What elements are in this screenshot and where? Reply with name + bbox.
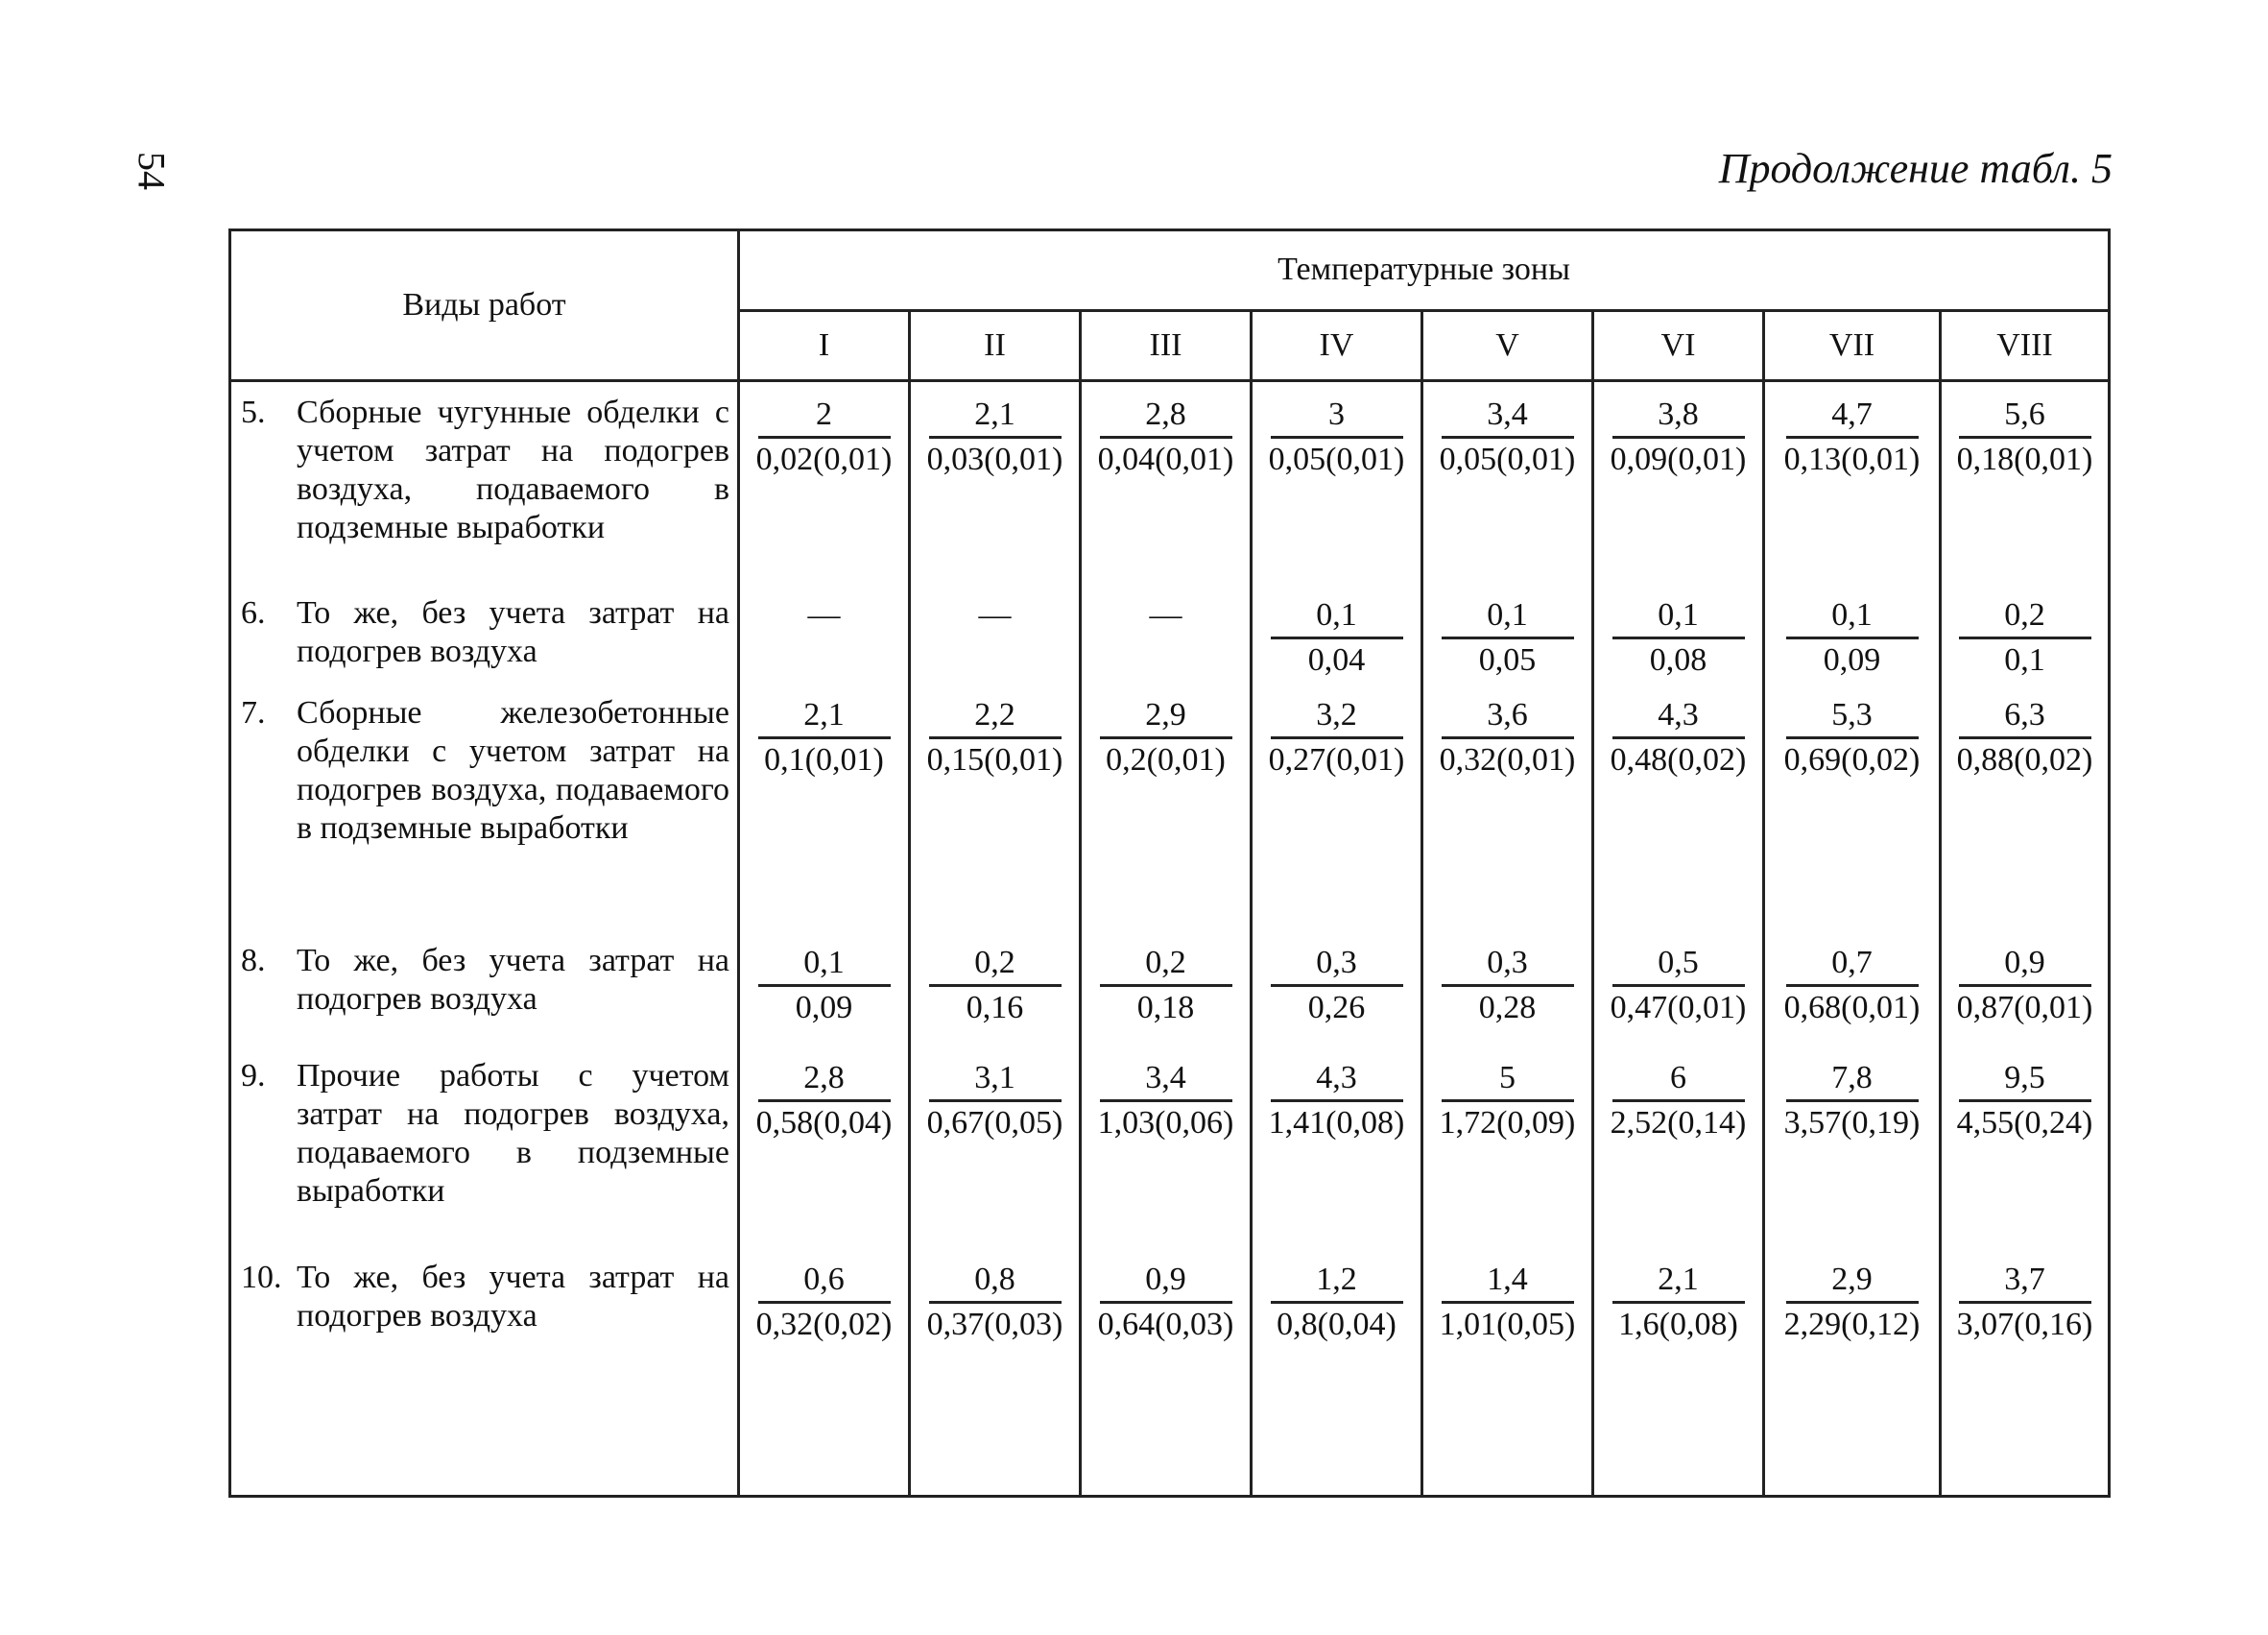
fraction-denominator: 0,32(0,02)	[755, 1306, 893, 1342]
fraction-numerator: 0,1	[1612, 594, 1745, 639]
work-type-cell	[230, 381, 739, 583]
empty-dash: —	[1149, 596, 1182, 633]
fraction-denominator: 1,6(0,08)	[1618, 1306, 1738, 1342]
table-row	[230, 1046, 2110, 1247]
fraction-denominator: 0,03(0,01)	[926, 442, 1063, 477]
fraction-numerator: 3,6	[1442, 694, 1574, 739]
fraction-numerator: 0,6	[758, 1259, 891, 1304]
fraction	[1094, 394, 1238, 481]
fraction-denominator: 0,15(0,01)	[926, 741, 1063, 778]
value-cell	[1252, 1247, 1422, 1346]
value-cell	[1764, 683, 1941, 930]
fraction-denominator: 0,28	[1478, 989, 1537, 1025]
fraction-numerator: 0,5	[1612, 942, 1745, 987]
value-cell	[1252, 930, 1422, 1046]
fraction	[1100, 942, 1232, 1029]
fraction	[1953, 942, 2097, 1029]
fraction	[1612, 594, 1745, 682]
fraction-denominator: 0,04	[1307, 641, 1366, 678]
value-cell	[1593, 1247, 1764, 1346]
value-cell	[1941, 930, 2110, 1046]
fraction-denominator: 0,09	[795, 989, 853, 1025]
value-cell	[739, 683, 910, 930]
fraction	[1959, 594, 2091, 682]
row-number: 8.	[241, 942, 266, 978]
data-table	[228, 228, 2111, 1498]
value-cell	[1593, 1046, 1764, 1247]
value-cell	[1252, 583, 1422, 683]
value-cell	[910, 381, 1081, 583]
row-number: 5.	[241, 395, 266, 430]
table-caption: Продолжение табл. 5	[1718, 145, 2113, 192]
work-type-cell	[230, 930, 739, 1046]
fraction	[1442, 594, 1574, 682]
filler-row	[230, 1346, 2110, 1497]
row-number: 9.	[241, 1057, 266, 1094]
value-cell	[739, 930, 910, 1046]
table-row	[230, 683, 2110, 930]
fraction-numerator: 2,8	[758, 1057, 891, 1102]
fraction-numerator: 3,2	[1271, 694, 1403, 739]
fraction	[1436, 694, 1580, 781]
fraction-denominator: 0,1	[2004, 641, 2045, 678]
fraction-denominator: 0,18(0,01)	[1956, 442, 2093, 477]
fraction	[1953, 694, 2097, 781]
work-type-header: Виды работ	[230, 230, 739, 381]
work-type-text: То же, без учета затрат на подогрев воздуха	[297, 1259, 729, 1334]
fraction-numerator: 2,1	[929, 394, 1062, 439]
fraction-denominator: 0,69(0,02)	[1783, 741, 1921, 778]
fraction-numerator: 0,3	[1442, 942, 1574, 987]
value-cell	[1422, 930, 1593, 1046]
value-cell	[739, 583, 910, 683]
fraction	[1607, 394, 1751, 481]
fraction	[1271, 1259, 1403, 1346]
empty-dash: —	[807, 596, 841, 633]
value-cell	[1764, 583, 1941, 683]
zone-header: V	[1422, 310, 1593, 380]
zone-header: VIII	[1941, 310, 2110, 380]
work-type-cell	[230, 1247, 739, 1346]
fraction-numerator: 9,5	[1959, 1057, 2091, 1102]
fraction-numerator: 5	[1442, 1057, 1574, 1102]
fraction-denominator: 0,1(0,01)	[764, 741, 884, 778]
fraction-numerator: 5,6	[1959, 394, 2091, 439]
table-row	[230, 1247, 2110, 1346]
value-cell	[1422, 1046, 1593, 1247]
page-number: 54	[130, 152, 174, 190]
fraction	[1265, 394, 1409, 481]
fraction-denominator: 0,47(0,01)	[1610, 989, 1747, 1025]
fraction-denominator: 0,09(0,01)	[1610, 442, 1747, 477]
fraction-denominator: 0,27(0,01)	[1268, 741, 1405, 778]
fraction	[1612, 1259, 1745, 1346]
fraction	[1442, 942, 1574, 1029]
fraction-denominator: 2,29(0,12)	[1783, 1306, 1921, 1342]
fraction-denominator: 0,58(0,04)	[755, 1104, 893, 1141]
fraction-numerator: 4,7	[1786, 394, 1919, 439]
fraction-numerator: 4,3	[1612, 694, 1745, 739]
work-type-text: Прочие работы с учетом затрат на подогрев воздуха, подаваемого в подземные выработки	[297, 1057, 729, 1209]
value-cell	[1081, 583, 1252, 683]
fraction-numerator: 7,8	[1786, 1057, 1919, 1102]
fraction-numerator: 0,9	[1100, 1259, 1232, 1304]
value-cell	[910, 1247, 1081, 1346]
value-cell	[1764, 930, 1941, 1046]
fraction	[1607, 694, 1751, 781]
row-number: 7.	[241, 694, 266, 731]
value-cell	[1081, 1046, 1252, 1247]
fraction-denominator: 0,18	[1136, 989, 1195, 1025]
table-row	[230, 583, 2110, 683]
fraction-numerator: 0,2	[1959, 594, 2091, 639]
value-cell	[739, 1247, 910, 1346]
fraction-numerator: 3,7	[1959, 1259, 2091, 1304]
value-cell	[910, 683, 1081, 930]
fraction-denominator: 0,05(0,01)	[1268, 442, 1405, 477]
fraction-numerator: 6	[1612, 1057, 1745, 1102]
fraction-denominator: 0,05	[1478, 641, 1537, 678]
fraction	[1780, 1259, 1924, 1346]
zones-header: Температурные зоны	[739, 230, 2110, 311]
fraction	[1265, 1057, 1409, 1144]
fraction-numerator: 1,4	[1442, 1259, 1574, 1304]
value-cell	[1764, 381, 1941, 583]
fraction-denominator: 0,37(0,03)	[926, 1306, 1063, 1342]
fraction	[1780, 694, 1924, 781]
value-cell	[1422, 583, 1593, 683]
fraction-denominator: 0,13(0,01)	[1783, 442, 1921, 477]
zone-header: III	[1081, 310, 1252, 380]
fraction-denominator: 0,04(0,01)	[1097, 442, 1234, 477]
fraction-denominator: 0,32(0,01)	[1439, 741, 1576, 778]
fraction-numerator: 0,3	[1271, 942, 1403, 987]
fraction-denominator: 0,08	[1649, 641, 1707, 678]
fraction-numerator: 0,1	[1271, 594, 1403, 639]
fraction	[1786, 594, 1919, 682]
fraction-denominator: 2,52(0,14)	[1610, 1104, 1747, 1141]
fraction-numerator: 4,3	[1271, 1057, 1403, 1102]
work-type-cell	[230, 1046, 739, 1247]
fraction-denominator: 1,01(0,05)	[1439, 1306, 1576, 1342]
fraction	[1265, 694, 1409, 781]
fraction	[1780, 394, 1924, 481]
fraction	[929, 942, 1062, 1029]
table-row	[230, 930, 2110, 1046]
zone-header: II	[910, 310, 1081, 380]
fraction-denominator: 0,2(0,01)	[1106, 741, 1226, 778]
fraction-numerator: 6,3	[1959, 694, 2091, 739]
fraction-denominator: 0,26	[1307, 989, 1366, 1025]
fraction	[752, 1057, 896, 1144]
fraction	[1953, 1259, 2097, 1346]
value-cell	[1764, 1247, 1941, 1346]
fraction-numerator: 2,9	[1786, 1259, 1919, 1304]
fraction	[1780, 942, 1924, 1029]
fraction	[923, 1259, 1067, 1346]
value-cell	[1081, 930, 1252, 1046]
fraction-denominator: 0,68(0,01)	[1783, 989, 1921, 1025]
value-cell	[1081, 381, 1252, 583]
table-row	[230, 381, 2110, 583]
fraction-numerator: 2,1	[758, 694, 891, 739]
value-cell	[1941, 381, 2110, 583]
fraction-denominator: 1,72(0,09)	[1439, 1104, 1576, 1141]
fraction-denominator: 0,02(0,01)	[755, 442, 893, 477]
fraction-numerator: 3,1	[929, 1057, 1062, 1102]
zone-header: VI	[1593, 310, 1764, 380]
fraction	[923, 1057, 1067, 1144]
fraction	[923, 694, 1067, 781]
fraction-numerator: 3	[1271, 394, 1403, 439]
value-cell	[1252, 1046, 1422, 1247]
value-cell	[1081, 683, 1252, 930]
fraction-numerator: 0,7	[1786, 942, 1919, 987]
fraction	[752, 1259, 896, 1346]
fraction-numerator: 2,8	[1100, 394, 1232, 439]
fraction	[1094, 1259, 1238, 1346]
fraction	[1607, 1057, 1751, 1144]
zone-header: VII	[1764, 310, 1941, 380]
fraction-denominator: 4,55(0,24)	[1956, 1104, 2093, 1141]
value-cell	[1081, 1247, 1252, 1346]
fraction-numerator: 3,4	[1442, 394, 1574, 439]
row-number: 10.	[241, 1259, 282, 1295]
fraction-denominator: 3,57(0,19)	[1783, 1104, 1921, 1141]
value-cell	[1941, 683, 2110, 930]
fraction	[758, 694, 891, 781]
fraction-denominator: 0,87(0,01)	[1956, 989, 2093, 1025]
value-cell	[1593, 683, 1764, 930]
work-type-text: То же, без учета затрат на подогрев воздуха	[297, 942, 729, 1017]
zone-header: I	[739, 310, 910, 380]
fraction-denominator: 1,41(0,08)	[1268, 1104, 1405, 1141]
fraction	[1436, 394, 1580, 481]
value-cell	[1422, 381, 1593, 583]
fraction-denominator: 0,67(0,05)	[926, 1104, 1063, 1141]
value-cell	[1252, 683, 1422, 930]
fraction	[1271, 942, 1403, 1029]
fraction	[1607, 942, 1751, 1029]
fraction-denominator: 0,16	[966, 989, 1024, 1025]
fraction-numerator: 0,2	[929, 942, 1062, 987]
value-cell	[739, 381, 910, 583]
fraction	[752, 394, 896, 481]
fraction-numerator: 0,8	[929, 1259, 1062, 1304]
fraction-denominator: 0,88(0,02)	[1956, 741, 2093, 778]
work-type-cell	[230, 583, 739, 683]
fraction-numerator: 2,1	[1612, 1259, 1745, 1304]
fraction-numerator: 3,8	[1612, 394, 1745, 439]
fraction-numerator: 2,9	[1100, 694, 1232, 739]
fraction	[1094, 1057, 1238, 1144]
fraction-denominator: 0,05(0,01)	[1439, 442, 1576, 477]
value-cell	[1422, 1247, 1593, 1346]
value-cell	[1593, 583, 1764, 683]
value-cell	[1764, 1046, 1941, 1247]
value-cell	[739, 1046, 910, 1247]
empty-dash: —	[978, 596, 1012, 633]
value-cell	[1252, 381, 1422, 583]
value-cell	[1941, 1046, 2110, 1247]
fraction	[1100, 694, 1232, 781]
work-type-cell	[230, 683, 739, 930]
value-cell	[910, 583, 1081, 683]
value-cell	[1941, 1247, 2110, 1346]
value-cell	[1593, 381, 1764, 583]
fraction	[1436, 1057, 1580, 1144]
fraction-denominator: 0,64(0,03)	[1097, 1306, 1234, 1342]
zone-header: IV	[1252, 310, 1422, 380]
fraction-numerator: 5,3	[1786, 694, 1919, 739]
work-type-text: Сборные чугунные обделки с учетом затрат на подогрев воздуха, подаваемого в подземные выработки	[297, 395, 729, 545]
value-cell	[1593, 930, 1764, 1046]
value-cell	[910, 930, 1081, 1046]
fraction-numerator: 0,1	[1786, 594, 1919, 639]
fraction-numerator: 0,9	[1959, 942, 2091, 987]
fraction-numerator: 2,2	[929, 694, 1062, 739]
fraction-denominator: 3,07(0,16)	[1956, 1306, 2093, 1342]
fraction	[1780, 1057, 1924, 1144]
fraction-numerator: 1,2	[1271, 1259, 1403, 1304]
work-type-text: Сборные железобетонные обделки с учетом затрат на подогрев воздуха, подаваемого в подземные выработки	[297, 694, 729, 846]
fraction-numerator: 3,4	[1100, 1057, 1232, 1102]
work-type-text: То же, без учета затрат на подогрев воздуха	[297, 594, 729, 669]
fraction-numerator: 0,1	[1442, 594, 1574, 639]
value-cell	[910, 1046, 1081, 1247]
fraction-numerator: 0,1	[758, 942, 891, 987]
value-cell	[1941, 583, 2110, 683]
fraction-denominator: 1,03(0,06)	[1097, 1104, 1234, 1141]
fraction	[1953, 394, 2097, 481]
fraction	[1271, 594, 1403, 682]
fraction-numerator: 2	[758, 394, 891, 439]
fraction	[1953, 1057, 2097, 1144]
fraction-numerator: 0,2	[1100, 942, 1232, 987]
fraction-denominator: 0,8(0,04)	[1277, 1306, 1397, 1342]
fraction	[923, 394, 1067, 481]
row-number: 6.	[241, 594, 266, 631]
fraction-denominator: 0,09	[1823, 641, 1881, 678]
fraction-denominator: 0,48(0,02)	[1610, 741, 1747, 778]
fraction	[1436, 1259, 1580, 1346]
fraction	[758, 942, 891, 1029]
value-cell	[1422, 683, 1593, 930]
